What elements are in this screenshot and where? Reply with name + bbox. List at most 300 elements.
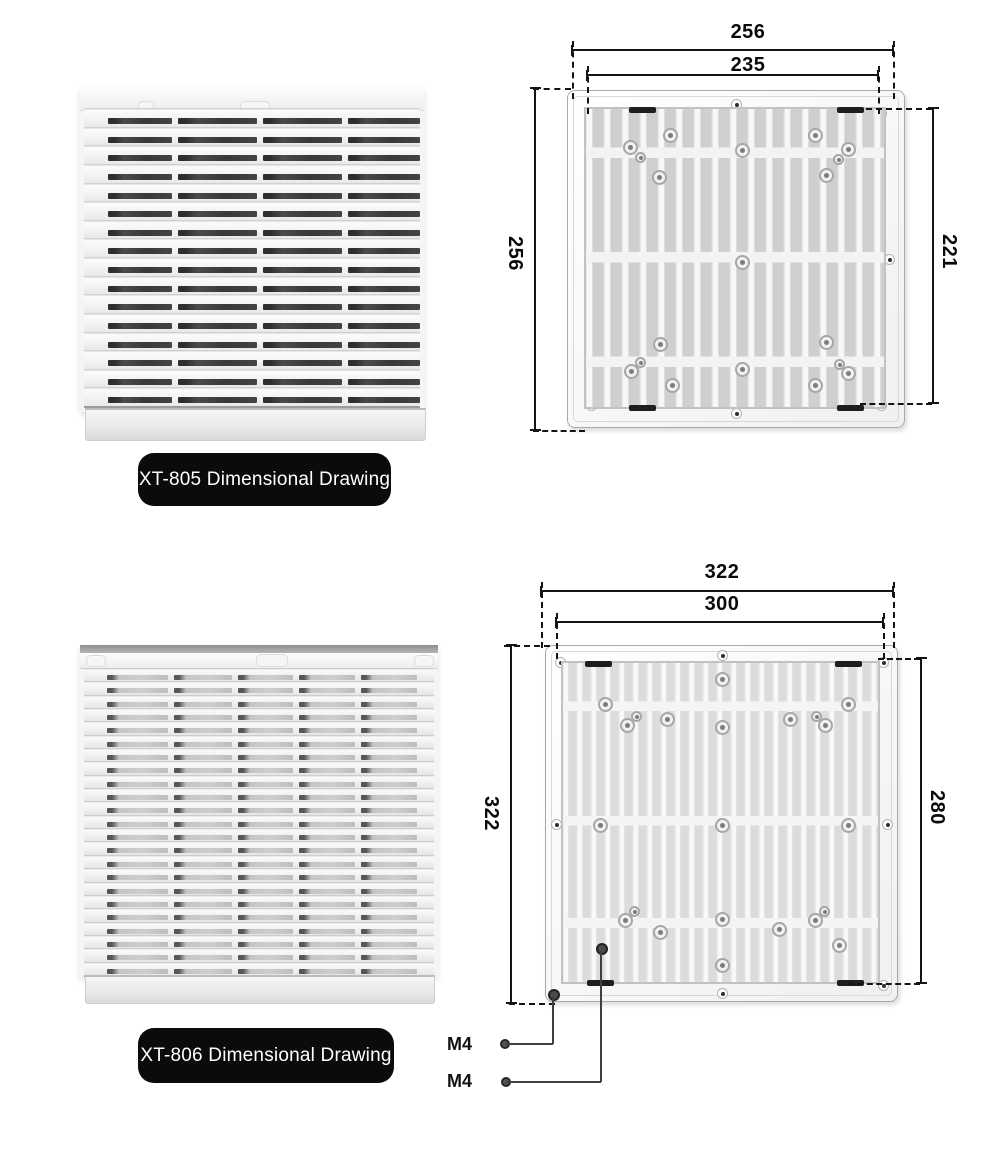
louver-slat	[84, 350, 420, 369]
screw-boss	[652, 170, 667, 185]
louver-vent-slot	[299, 929, 355, 934]
louver-vent-slot	[299, 688, 355, 693]
louver-vent-slot	[361, 942, 417, 947]
louver-vent-slot	[361, 715, 417, 720]
screw-boss	[808, 378, 823, 393]
louver-vent-slot	[174, 955, 232, 960]
louver-vent-slot	[178, 118, 257, 124]
xt805-badge-label: XT-805 Dimensional Drawing	[138, 468, 391, 490]
louver-vent-slot	[174, 822, 232, 827]
latch-clip	[629, 405, 656, 411]
louver-vent-slot	[361, 675, 417, 680]
louver-vent-slot	[107, 902, 168, 907]
m4-leader-line-2	[506, 1081, 601, 1083]
louver-vent-slot	[107, 862, 168, 867]
louver-vent-slot	[299, 742, 355, 747]
louver-slat	[84, 922, 434, 935]
louver-vent-slot	[348, 155, 420, 161]
frame-screw	[731, 408, 742, 419]
louver-vent-slot	[299, 755, 355, 760]
louver-vent-slot	[361, 955, 417, 960]
louver-slat	[84, 164, 420, 183]
louver-vent-slot	[178, 137, 257, 143]
louver-vent-slot	[238, 862, 293, 867]
louver-vent-slot	[174, 768, 232, 773]
louver-vent-slot	[238, 889, 293, 894]
louver-slat	[84, 127, 420, 146]
louver-vent-slot	[361, 742, 417, 747]
louver-vent-slot	[361, 808, 417, 813]
louver-vent-slot	[238, 728, 293, 733]
frame-screw	[717, 650, 728, 661]
louver-slat	[84, 257, 420, 276]
xt806-base	[85, 975, 435, 1004]
louver-vent-slot	[178, 155, 257, 161]
louver-vent-slot	[108, 360, 172, 366]
louver-vent-slot	[174, 782, 232, 787]
louver-vent-slot	[361, 782, 417, 787]
louver-vent-slot	[299, 768, 355, 773]
louver-vent-slot	[348, 304, 420, 310]
louver-vent-slot	[348, 397, 420, 403]
xt806-cap-tab-right	[414, 655, 434, 667]
louver-vent-slot	[107, 808, 168, 813]
xt806-cap-tab-left	[86, 655, 106, 667]
louver-vent-slot	[238, 875, 293, 880]
louver-vent-slot	[174, 915, 232, 920]
louver-vent-slot	[263, 155, 342, 161]
screw-boss	[665, 378, 680, 393]
louver-vent-slot	[263, 230, 342, 236]
louver-vent-slot	[361, 795, 417, 800]
louver-slat	[84, 948, 434, 961]
louver-vent-slot	[174, 688, 232, 693]
louver-vent-slot	[263, 193, 342, 199]
screw-boss-small	[631, 711, 642, 722]
louver-vent-slot	[263, 211, 342, 217]
louver-vent-slot	[174, 675, 232, 680]
dim-line-outer-width-806	[541, 590, 893, 592]
louver-vent-slot	[108, 286, 172, 292]
louver-vent-slot	[107, 728, 168, 733]
louver-vent-slot	[348, 118, 420, 124]
louver-vent-slot	[238, 969, 293, 974]
louver-vent-slot	[263, 304, 342, 310]
extension-line	[533, 88, 571, 90]
louver-vent-slot	[178, 248, 257, 254]
extension-line	[860, 403, 932, 405]
louver-vent-slot	[174, 715, 232, 720]
louver-vent-slot	[174, 889, 232, 894]
louver-vent-slot	[238, 942, 293, 947]
louver-vent-slot	[263, 360, 342, 366]
louver-vent-slot	[348, 379, 420, 385]
louver-vent-slot	[238, 768, 293, 773]
m4-mounting-hole	[596, 943, 608, 955]
louver-vent-slot	[361, 835, 417, 840]
louver-vent-slot	[361, 822, 417, 827]
screw-boss-small	[629, 906, 640, 917]
louver-vent-slot	[299, 822, 355, 827]
louver-vent-slot	[299, 728, 355, 733]
louver-vent-slot	[238, 929, 293, 934]
latch-clip	[837, 107, 864, 113]
extension-line	[878, 658, 920, 660]
dim-value-right-height-805: 221	[938, 234, 960, 269]
dim-value-inner-width-806: 300	[704, 593, 740, 615]
louver-vent-slot	[107, 915, 168, 920]
louver-vent-slot	[299, 848, 355, 853]
dim-value-outer-width-805: 256	[730, 21, 766, 43]
louver-vent-slot	[299, 782, 355, 787]
louver-vent-slot	[263, 379, 342, 385]
louver-slat	[84, 801, 434, 814]
louver-vent-slot	[348, 193, 420, 199]
louver-vent-slot	[361, 755, 417, 760]
louver-slat	[84, 841, 434, 854]
m4-mounting-hole	[548, 989, 560, 1001]
louver-vent-slot	[299, 702, 355, 707]
louver-vent-slot	[263, 342, 342, 348]
screw-boss	[660, 712, 675, 727]
louver-vent-slot	[108, 211, 172, 217]
xt806-badge-label: XT-806 Dimensional Drawing	[140, 1044, 392, 1066]
louver-vent-slot	[348, 248, 420, 254]
louver-vent-slot	[178, 379, 257, 385]
screw-boss	[808, 128, 823, 143]
louver-vent-slot	[348, 267, 420, 273]
screw-boss	[715, 818, 730, 833]
extension-line	[893, 41, 895, 99]
extension-line	[893, 582, 895, 648]
screw-boss-small	[833, 154, 844, 165]
extension-line	[556, 613, 558, 659]
louver-slat	[84, 895, 434, 908]
extension-line	[533, 430, 585, 432]
xt806-cap-tab-center	[256, 654, 288, 667]
xt805-front-photo	[80, 88, 424, 412]
louver-vent-slot	[299, 875, 355, 880]
louver-vent-slot	[238, 835, 293, 840]
screw-boss	[832, 938, 847, 953]
louver-vent-slot	[178, 267, 257, 273]
louver-vent-slot	[108, 137, 172, 143]
louver-vent-slot	[174, 742, 232, 747]
louver-vent-slot	[108, 267, 172, 273]
extension-line	[587, 66, 589, 114]
louver-vent-slot	[361, 875, 417, 880]
louver-vent-slot	[348, 342, 420, 348]
louver-vent-slot	[348, 323, 420, 329]
louver-vent-slot	[238, 902, 293, 907]
louver-vent-slot	[238, 782, 293, 787]
screw-boss	[593, 818, 608, 833]
louver-vent-slot	[174, 835, 232, 840]
louver-vent-slot	[174, 848, 232, 853]
m4-leader-line-2v	[600, 951, 602, 1082]
louver-vent-slot	[263, 323, 342, 329]
louver-vent-slot	[108, 379, 172, 385]
louver-vent-slot	[174, 728, 232, 733]
louver-vent-slot	[107, 795, 168, 800]
louver-vent-slot	[107, 969, 168, 974]
screw-boss-small	[834, 359, 845, 370]
screw-boss	[735, 362, 750, 377]
louver-vent-slot	[299, 835, 355, 840]
xt805-louver-grille	[84, 108, 420, 408]
louver-vent-slot	[174, 755, 232, 760]
louver-vent-slot	[238, 715, 293, 720]
louver-vent-slot	[107, 835, 168, 840]
louver-slat	[84, 908, 434, 921]
louver-vent-slot	[361, 768, 417, 773]
xt806-badge	[138, 1028, 394, 1083]
louver-vent-slot	[107, 742, 168, 747]
screw-boss	[715, 672, 730, 687]
screw-boss	[663, 128, 678, 143]
m4-leader-line-1v	[552, 997, 554, 1044]
louver-vent-slot	[299, 969, 355, 974]
extension-line	[572, 41, 574, 99]
louver-vent-slot	[238, 702, 293, 707]
latch-clip	[837, 405, 864, 411]
louver-slat	[84, 935, 434, 948]
screw-boss	[772, 922, 787, 937]
louver-slat	[84, 868, 434, 881]
louver-vent-slot	[174, 929, 232, 934]
louver-vent-slot	[174, 795, 232, 800]
screw-boss	[841, 142, 856, 157]
screw-boss	[735, 255, 750, 270]
louver-slat	[84, 735, 434, 748]
louver-vent-slot	[107, 889, 168, 894]
louver-vent-slot	[263, 248, 342, 254]
louver-slat	[84, 695, 434, 708]
louver-vent-slot	[263, 118, 342, 124]
louver-slat	[84, 387, 420, 406]
louver-vent-slot	[299, 808, 355, 813]
extension-line	[866, 108, 932, 110]
louver-vent-slot	[238, 742, 293, 747]
louver-slat	[84, 238, 420, 257]
louver-vent-slot	[348, 174, 420, 180]
xt806-filter-grid	[561, 661, 880, 984]
louver-vent-slot	[107, 782, 168, 787]
screw-boss-small	[635, 357, 646, 368]
louver-vent-slot	[178, 286, 257, 292]
screw-boss	[819, 335, 834, 350]
latch-clip	[835, 661, 862, 667]
louver-slat	[84, 220, 420, 239]
xt806-top-strip	[80, 645, 438, 653]
louver-slat	[84, 276, 420, 295]
louver-vent-slot	[299, 942, 355, 947]
dim-value-left-height-805: 256	[504, 236, 526, 271]
louver-vent-slot	[348, 360, 420, 366]
louver-vent-slot	[178, 323, 257, 329]
louver-slat	[84, 708, 434, 721]
screw-boss	[819, 168, 834, 183]
louver-slat	[84, 668, 434, 681]
louver-vent-slot	[108, 174, 172, 180]
louver-vent-slot	[174, 875, 232, 880]
louver-vent-slot	[107, 822, 168, 827]
louver-vent-slot	[238, 808, 293, 813]
louver-vent-slot	[178, 174, 257, 180]
louver-vent-slot	[108, 118, 172, 124]
louver-vent-slot	[299, 915, 355, 920]
louver-vent-slot	[107, 688, 168, 693]
dim-line-left-height-806	[510, 645, 512, 1003]
louver-slat	[84, 201, 420, 220]
louver-vent-slot	[107, 848, 168, 853]
louver-vent-slot	[238, 915, 293, 920]
louver-vent-slot	[107, 875, 168, 880]
louver-vent-slot	[107, 755, 168, 760]
dim-value-right-height-806: 280	[926, 790, 948, 825]
louver-vent-slot	[108, 397, 172, 403]
louver-vent-slot	[107, 702, 168, 707]
louver-vent-slot	[299, 715, 355, 720]
louver-vent-slot	[178, 342, 257, 348]
louver-vent-slot	[238, 795, 293, 800]
m4-callout-1: M4	[447, 1034, 473, 1054]
louver-vent-slot	[174, 808, 232, 813]
louver-slat	[84, 145, 420, 164]
louver-vent-slot	[108, 323, 172, 329]
screw-boss	[715, 958, 730, 973]
screw-boss	[653, 925, 668, 940]
louver-vent-slot	[174, 942, 232, 947]
louver-vent-slot	[299, 795, 355, 800]
louver-vent-slot	[238, 675, 293, 680]
frame-screw	[717, 988, 728, 999]
louver-vent-slot	[361, 929, 417, 934]
louver-slat	[84, 369, 420, 388]
dim-line-outer-width-805	[572, 49, 893, 51]
louver-vent-slot	[174, 702, 232, 707]
louver-slat	[84, 183, 420, 202]
louver-vent-slot	[107, 715, 168, 720]
louver-vent-slot	[108, 155, 172, 161]
screw-boss	[715, 720, 730, 735]
louver-vent-slot	[178, 211, 257, 217]
louver-slat	[84, 815, 434, 828]
louver-vent-slot	[238, 688, 293, 693]
louver-vent-slot	[348, 286, 420, 292]
louver-vent-slot	[107, 929, 168, 934]
louver-slat	[84, 332, 420, 351]
xt805-filter-grid	[584, 107, 886, 409]
louver-slat	[84, 761, 434, 774]
louver-vent-slot	[361, 902, 417, 907]
screw-boss-small	[635, 152, 646, 163]
louver-vent-slot	[299, 902, 355, 907]
screw-boss	[598, 697, 613, 712]
extension-line	[878, 66, 880, 114]
louver-slat	[84, 108, 420, 127]
louver-vent-slot	[108, 193, 172, 199]
louver-slat	[84, 962, 434, 975]
louver-vent-slot	[174, 902, 232, 907]
louver-vent-slot	[263, 174, 342, 180]
louver-vent-slot	[107, 942, 168, 947]
louver-vent-slot	[174, 862, 232, 867]
louver-vent-slot	[238, 822, 293, 827]
louver-vent-slot	[361, 728, 417, 733]
louver-vent-slot	[361, 969, 417, 974]
dim-value-inner-width-805: 235	[730, 54, 766, 76]
louver-vent-slot	[299, 862, 355, 867]
dim-line-inner-width-806	[556, 621, 883, 623]
extension-line	[504, 645, 550, 647]
louver-vent-slot	[107, 955, 168, 960]
dim-line-right-height-806	[920, 658, 922, 983]
latch-clip	[585, 661, 612, 667]
louver-vent-slot	[174, 969, 232, 974]
xt806-louver-grille	[84, 668, 434, 977]
louver-slat	[84, 882, 434, 895]
louver-vent-slot	[299, 889, 355, 894]
louver-vent-slot	[361, 848, 417, 853]
louver-vent-slot	[178, 304, 257, 310]
louver-vent-slot	[107, 675, 168, 680]
dim-line-right-height-805	[932, 108, 934, 403]
screw-boss	[735, 143, 750, 158]
louver-vent-slot	[178, 360, 257, 366]
louver-vent-slot	[178, 193, 257, 199]
screw-boss-small	[811, 711, 822, 722]
louver-vent-slot	[178, 397, 257, 403]
screw-boss-small	[819, 906, 830, 917]
screw-boss	[841, 818, 856, 833]
screw-boss	[715, 912, 730, 927]
louver-vent-slot	[263, 286, 342, 292]
xt806-front-photo	[80, 645, 438, 977]
louver-vent-slot	[238, 955, 293, 960]
louver-slat	[84, 775, 434, 788]
xt805-badge	[138, 453, 391, 506]
louver-slat	[84, 721, 434, 734]
louver-vent-slot	[108, 342, 172, 348]
extension-line	[541, 582, 543, 648]
extension-line	[883, 613, 885, 659]
louver-slat	[84, 313, 420, 332]
louver-slat	[84, 828, 434, 841]
louver-slat	[84, 788, 434, 801]
louver-slat	[84, 748, 434, 761]
louver-vent-slot	[361, 862, 417, 867]
xt805-base	[85, 408, 426, 441]
m4-callout-2: M4	[447, 1071, 473, 1091]
louver-vent-slot	[238, 848, 293, 853]
louver-vent-slot	[178, 230, 257, 236]
louver-vent-slot	[361, 889, 417, 894]
dim-value-outer-width-806: 322	[704, 561, 740, 583]
louver-vent-slot	[263, 267, 342, 273]
frame-screw	[882, 819, 893, 830]
louver-vent-slot	[263, 137, 342, 143]
louver-vent-slot	[348, 137, 420, 143]
louver-vent-slot	[299, 955, 355, 960]
screw-boss	[653, 337, 668, 352]
louver-vent-slot	[361, 688, 417, 693]
louver-vent-slot	[361, 915, 417, 920]
louver-vent-slot	[107, 768, 168, 773]
louver-vent-slot	[108, 248, 172, 254]
louver-vent-slot	[263, 397, 342, 403]
louver-vent-slot	[108, 230, 172, 236]
